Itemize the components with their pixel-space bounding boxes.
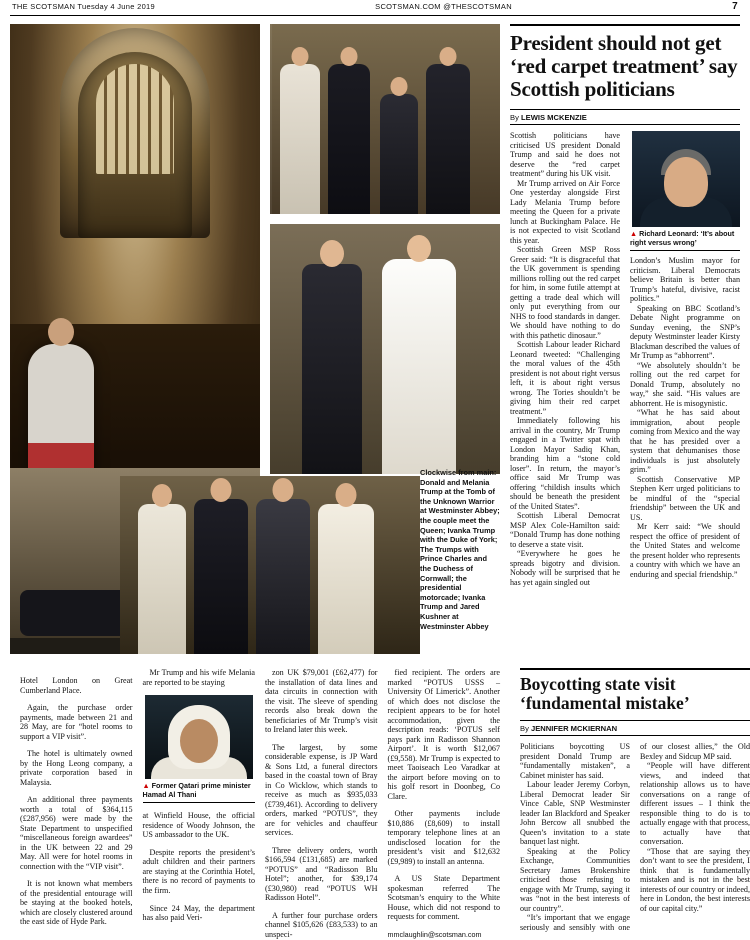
masthead-center: SCOTSMAN.COM @THESCOTSMAN — [375, 2, 512, 11]
byline — [510, 109, 740, 125]
paragraph: zon UK $79,001 (£62,477) for the installation of data lines and data circuits in connection with the visit. The sleeve of spending records also break down the beneficiaries of Mr Trump’s visit to Ireland later this week. — [265, 668, 378, 734]
byline-author: LEWIS MCKENZIE — [521, 112, 587, 122]
paragraph: Immediately following his arrival in the country, Mr Trump engaged in a Twitter spat with London Mayor Sadiq Khan, branding him a “stone cold loser”. In return, the mayor’s office said Mr Trump was offering “childish insults which should be beneath the president of the United States”. — [510, 416, 620, 511]
boycott-headline: Boycotting state visit ‘fundamental mistake’ — [520, 674, 690, 713]
page-number: 7 — [732, 1, 738, 12]
bottom-story-columns — [20, 668, 500, 940]
paragraph: Speaking on BBC Scotland’s Debate Night programme on Sunday evening, the SNP’s deputy Westminster leader Kirsty Blackman described the values of Mr Trump as “abhorrent”. — [630, 303, 740, 361]
bottom-left-story — [20, 668, 500, 940]
figure-ivanka — [382, 259, 456, 474]
caption-text: Richard Leonard: ‘It’s about right versus wrong’ — [630, 229, 735, 247]
page-content — [10, 16, 750, 939]
paragraph: A further four purchase orders channel $105,626 (£83,533) to an unspeci- — [265, 910, 378, 939]
paragraph: at Winfield House, the official residence of Woody Johnson, the US ambassador to the UK. — [142, 811, 255, 840]
paragraph: “People will have different views, and indeed that relationship allows us to have conversations on a range of different issues – I think the responsible thing to do is to actually engage with that process, to actually have that conversation. — [640, 761, 750, 846]
photo-ivanka-duke — [270, 224, 500, 474]
contact-email[interactable]: mmclaughlin@scotsman.com — [387, 929, 482, 939]
masthead-left: THE SCOTSMAN Tuesday 4 June 2019 — [12, 2, 155, 11]
paragraph: Scottish Green MSP Ross Greer said: “It is disgraceful that the UK government is spending millions rolling out the red carpet for him, in some futile attempt at getting a trade deal which will only put everything from our NHS to food standards in danger. We should have nothing to do with this pathetic dinosaur.” — [510, 245, 620, 340]
paragraph: Scottish Conservative MP Stephen Kerr urged politicians to be mindful of the “special friendship” between the UK and US. — [630, 474, 740, 522]
byline-author: JENNIFER MCKIERNAN — [531, 723, 618, 733]
figure-prince-charles — [256, 499, 310, 654]
paragraph: Other payments include $10,886 (£8,609) to install temporary telephone lines at an undisclosed location for the president’s visit and $12,632 (£9,989) to install an antenna. — [387, 809, 500, 866]
paragraph: A US State Department spokesman referred The Scotsman’s enquiry to the White House, which did not respond to requests for comment. — [387, 874, 500, 922]
figure-duke-of-york — [302, 264, 362, 474]
photo-queen-meeting — [270, 24, 500, 214]
paragraph: “Everywhere he goes he spreads bigotry and division. Nobody will be surprised that he has yet again singled out — [510, 549, 620, 587]
boycott-story-columns — [520, 742, 750, 932]
paragraph: Scottish Labour leader Richard Leonard tweeted: “Challenging the moral values of the 45th president is not about right versus left, it is about right versus wrong. The Tories shouldn’t be giving him their red carpet treatment.” — [510, 340, 620, 416]
paragraph: Again, the purchase order payments, made between 21 and 28 May, are for “hotel rooms to support a VIP visit”. — [20, 703, 133, 741]
main-story-columns — [510, 131, 740, 587]
figure-duchess-of-cornwall — [318, 504, 374, 654]
paragraph: Speaking at the Policy Exchange, Communities Secretary James Brokenshire criticised those refusing to engage with Mr Trump, saying it was “not in the best interests of our country”. — [520, 846, 630, 913]
paragraph: “Those that are saying they don’t want to see the president, I think that is fundamentally mistaken and is not in the best interests of our country or indeed, here in London, the best interests of our capital city.” — [640, 846, 750, 913]
paragraph: Scottish politicians have criticised US president Donald Trump and said he does not deserve the “red carpet treatment” during his UK visit. — [510, 131, 620, 178]
byline-prefix: By — [510, 112, 519, 122]
arrow-up-icon: ▲ — [630, 229, 638, 238]
photo-caption: Clockwise from main: Donald and Melania Trump at the Tomb of the Unknown Warrior at Westminster Abbey; the couple meet the Queen; Ivanka Trump with the Duke of York; The Trumps with Prince Charles and the Duchess of Cornwall; the presidential motorcade; Ivanka Trump and Jared Kushner at Westminster Abbey — [420, 468, 500, 631]
paragraph: Mr Kerr said: “We should respect the office of president of the United States and welcome the present holder who represents a country with which we have an enduring and special friendship.” — [630, 522, 740, 579]
figure-melania — [138, 504, 186, 654]
photo-richard-leonard — [632, 131, 740, 227]
motorcade-car — [20, 590, 128, 636]
paragraph: London’s Muslim mayor for criticism. Liberal Democrats believe Britain is better than Trump’s hateful, divisive, racist politics.” — [630, 256, 740, 304]
byline — [520, 720, 750, 736]
caption-text: Former Qatari prime minister Hamad Al Thani — [142, 781, 251, 799]
paragraph: Despite reports the president’s adult children and their partners are staying at the Corinthia Hotel, there is no record of payments to the firm. — [142, 847, 255, 895]
paragraph: “We absolutely shouldn’t be rolling out the red carpet for Donald Trump, absolutely no way,” she said. “His values are abhorrent. He is misogynistic. — [630, 360, 740, 408]
paragraph: “What he has said about immigration, about people coming from Mexico and the way that he has presided over a system that dehumanises those individuals is just absolutely grim.” — [630, 408, 740, 475]
figure-trump — [194, 499, 248, 654]
figure-queen — [380, 94, 418, 214]
paragraph: The hotel is ultimately owned by the Hong Leong company, a private corporation based in Malaysia. — [20, 749, 133, 787]
byline-prefix: By — [520, 723, 529, 733]
masthead — [10, 0, 740, 16]
photo-caption-al-thani — [143, 782, 256, 803]
page-title: President should not get ‘red carpet treatment’ say Scottish politicians — [510, 31, 738, 101]
paragraph: Mr Trump and his wife Melania are reported to be staying — [142, 668, 255, 687]
paragraph: Mr Trump arrived on Air Force One yesterday alongside First Lady Melania Trump before meeting the Queen for a private lunch at Buckingham Palace. He is not expected to visit Scotland this year. — [510, 178, 620, 245]
paragraph: Labour leader Jeremy Corbyn, Liberal Democrat leader Sir Vince Cable, SNP Westminster leader Ian Blackford and Speaker John Bercow all snubbed the Queen’s invitation to a state banquet last night. — [520, 780, 630, 846]
paragraph: Hotel London on Great Cumberland Place. — [20, 676, 133, 695]
figure-trump — [426, 64, 470, 214]
abbey-window-shape — [96, 64, 174, 174]
paragraph: fied recipient. The orders are marked “POTUS USSS – University Of Limerick”. Another of which does not disclose the recipient appears to be for hotel accommodation, given the description reads: ‘POTUS self pays park inn Radisson Shannon Airport’. It is worth $12,067 (£9,558). Mr Trump is expected to meet Taoiseach Leo Varadkar at the airport before moving on to his golf resort in Doonbeg, Co Clare. — [387, 668, 500, 801]
boycott-story — [520, 668, 750, 932]
paragraph: “It’s important that we engage seriously and sensibly with one of our closest allies,” the Old Bexley and Sidcup MP said. — [520, 742, 750, 932]
main-story — [510, 24, 740, 587]
paragraph: Politicians boycotting US president Donald Trump are “fundamentally mistaken”, a Cabinet minister has said. — [520, 742, 630, 780]
photo-hamad-al-thani — [145, 695, 253, 779]
paragraph: The largest, by some considerable expense, is JP Ward & Sons Ltd, a funeral directors based in the coastal town of Bray in Co Wicklow, which stands to receive as much as $935,033 (£739,461). According to delivery orders, marked “POTUS”, they are for vehicles and chauffeur services. — [265, 742, 378, 838]
paragraph: Scottish Liberal Democrat MSP Alex Cole-Hamilton said: “Donald Trump has done nothing to deserve a state visit. — [510, 511, 620, 549]
photo-trumps-with-charles — [120, 476, 420, 654]
paragraph: Since 24 May, the department has also paid Veri- — [142, 903, 255, 923]
paragraph: It is not known what members of the presidential entourage will be staying at the booked hotels, which are closely clustered around the east side of Hyde Park. — [20, 879, 133, 927]
arrow-up-icon: ▲ — [142, 781, 150, 791]
figure-guest — [328, 64, 370, 214]
photo-montage-block — [10, 24, 500, 654]
paragraph: An additional three payments worth a total of $364,115 (£287,956) were made by the State Department to unspecified “miscellaneous foreign awardees” in the UK between 22 and 29 May. All were for hotel rooms in connection with the “VIP visit”. — [20, 795, 133, 871]
figure-melania — [280, 64, 320, 214]
paragraph: Three delivery orders, worth $166,594 (£131,685) are marked “POTUS” and “Radisson Blu Hotel”; another, for $39,174 (£30,980) read “POTUS WH Radisson Hotel”. — [265, 845, 378, 903]
